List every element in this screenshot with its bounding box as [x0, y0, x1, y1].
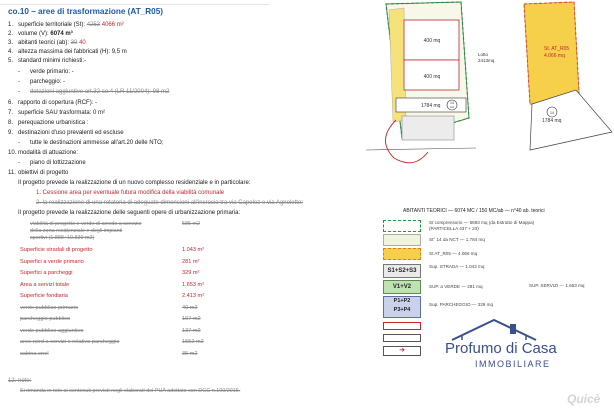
- item-11: 11. obiettivi di progetto: [8, 170, 69, 176]
- table-row-label: Superficie stradali di progetto: [20, 247, 93, 253]
- plan-at-area-value: 4.066 mq: [544, 53, 565, 59]
- legend-yellow-box: [383, 248, 421, 260]
- plan-badge-value-2: 14: [550, 111, 554, 115]
- table-row-label: Superficie fondiaria: [20, 293, 68, 299]
- table-row-value: 329 m²: [182, 270, 200, 276]
- plan-lot-label: Lotto: [478, 52, 489, 57]
- item-5c: - dotazioni aggiuntive art.32 co.4 (LR 11/2004): 98 m2: [18, 89, 170, 95]
- item-6: 6. rapporto di copertura (RCF): -: [8, 100, 98, 106]
- item-8: 8. perequazione urbanistica :: [8, 120, 89, 126]
- table-row-label: parcheggio pubblico: [20, 316, 71, 322]
- plan-badge-value: 14: [450, 101, 454, 105]
- table-row: [20, 339, 230, 347]
- section-heading: co.10 – aree di trasformazione (AT_R05): [8, 7, 164, 16]
- plan-label-1784: 1784 mq: [421, 103, 441, 109]
- table-row-value: 2.413 m²: [182, 293, 205, 299]
- table-row-label: verde pubblico primario: [20, 304, 79, 311]
- table-row: [20, 351, 230, 359]
- item-7: 7. superficie SAU trasformata: 0 m²: [8, 110, 106, 116]
- brand-subtitle: IMMOBILIARE: [475, 359, 551, 369]
- table-row-label: cabina enel: [20, 350, 49, 357]
- paragraph-1-item-2: 2. la realizzazione di una rotatoria di adeguate dimensioni all'incrocio tra via Capelez e via Agnoletto;: [36, 200, 303, 206]
- table-row: [20, 316, 230, 324]
- table-row-label: Superfici a verde primario: [20, 258, 84, 265]
- table-row: [20, 259, 230, 267]
- footer-note-text: Si rimanda in toto ai contenuti previsti negli elaborati del PUA adottato con DGC n.100/2015.: [20, 388, 241, 394]
- item-4: 4. altezza massima dei fabbricati (H): 9,5 m: [8, 49, 127, 55]
- table-row: [20, 282, 230, 290]
- footer-note-number: 12. note:: [8, 378, 32, 384]
- item-5: 5. standard minimi richiesti:-: [8, 58, 87, 64]
- legend-v-box: V1+V2: [383, 280, 421, 294]
- table-row: [20, 328, 230, 336]
- legend-s-text-2: SUP. SERVIZI — 1.653 mq: [529, 283, 585, 288]
- table-row-value: 49 m2: [182, 304, 198, 311]
- strike-item-a3: sportivi (1.888+10.830 m2): [30, 235, 95, 241]
- legend-line-2: St° 14 da NCT — 1.784 mq: [429, 237, 485, 242]
- paragraph-1-item-1: 1. Cessione area per eventuale futura modifica della viabilità comunale: [36, 190, 225, 196]
- table-row-value: 281 m²: [182, 258, 200, 265]
- table-row: [20, 270, 230, 278]
- paragraph-1: Il progetto prevede la realizzazione di un nuovo complesso residenziale e in particolare:: [18, 180, 251, 186]
- legend-line-1: St comprensorio — 5893 mq (da Estratto di Mappa): [429, 220, 535, 225]
- table-row: [20, 247, 230, 255]
- legend-title: ABITANTI TEORICI — 6074 MC / 150 MC/ab — n°40 ab. teorici: [403, 208, 545, 214]
- legend-v-text: SUP. a VERDE — 281 mq: [429, 284, 483, 289]
- table-row-label: Superfici a parcheggi: [20, 270, 73, 276]
- strike-item-a1: viabilità di progetto e verde di arredo a servizio: [30, 221, 142, 227]
- plan-grey-block: [402, 116, 454, 140]
- legend-green-dashed-box: [383, 220, 421, 232]
- strike-item-a-value: 585 m2: [182, 221, 200, 227]
- table-row: [20, 293, 230, 301]
- corner-watermark: Quicè: [567, 392, 601, 406]
- legend-s-text: Sup. STRADA — 1.043 mq: [429, 264, 485, 269]
- item-5b: - parcheggio: -: [18, 79, 66, 85]
- brand-name: Profumo di Casa: [445, 340, 557, 357]
- plan-label-400b: 400 mq: [423, 74, 441, 80]
- urbanization-table: [20, 247, 230, 377]
- legend-p-text: Sup. PARCHEGGIO — 329 mq: [429, 302, 493, 307]
- table-row-value: 1.653 m²: [182, 281, 205, 288]
- brand-watermark: [382, 316, 582, 386]
- item-1: 1. superficie territoriale (St): 4253 4066 m²: [8, 22, 124, 28]
- plan-badge-sub: 4.6: [449, 105, 455, 109]
- plan-label-1784b: 1784 mq: [542, 118, 562, 124]
- legend-p-box-line-1: P1+P2: [393, 298, 411, 304]
- legend-light-box: [383, 234, 421, 246]
- plan-at-label: St. AT_R05: [544, 46, 570, 52]
- item-10: 10. modalità di attuazione:: [8, 150, 79, 156]
- table-row-label: aree nord a servizi e relativo parcheggio: [20, 339, 120, 345]
- legend-line-3: St AT_R05 — 4.066 mq: [429, 251, 478, 256]
- paragraph-2: Il progetto prevede la realizzazione delle seguenti opere di urbanizzazione primaria:: [18, 210, 241, 216]
- item-3: 3. abitanti teorici (ab): 30 40: [8, 40, 86, 46]
- plan-label-400a: 400 mq: [423, 38, 441, 44]
- item-5a: - verde primario: -: [18, 69, 74, 75]
- item-9: 9. destinazioni d'uso prevalenti ed escluse: [8, 130, 124, 136]
- table-row-label: verde pubblico aggiuntivo: [20, 327, 84, 334]
- table-row-value: 107 m2: [182, 316, 201, 322]
- legend-arrow-icon: ➜: [383, 346, 421, 356]
- top-cut-line: [0, 0, 270, 5]
- table-row-value: 35 m2: [182, 350, 198, 357]
- table-row-value: 1552 m2: [182, 339, 204, 345]
- legend-line-1b: (PARTICELLA 437 + 23): [429, 226, 479, 231]
- legend-p-box-line-2: P3+P4: [393, 307, 411, 313]
- table-row-value: 137 m2: [182, 327, 201, 334]
- plan-lot-area: 2413mq: [478, 58, 495, 63]
- legend-p-box: [383, 296, 421, 318]
- item-9a: - tutte le destinazioni ammesse all'art.20 delle NTO;: [18, 140, 164, 146]
- table-row-value: 1.043 m²: [182, 247, 205, 253]
- item-10a: - piano di lottizzazione: [18, 160, 86, 166]
- item-2: 2. volume (V): 6074 m³: [8, 31, 73, 37]
- strike-item-a2: della zona residenziale e degli impianti: [30, 228, 123, 234]
- table-row: [20, 305, 230, 313]
- table-row-label: Area a servizi totale: [20, 281, 70, 288]
- legend-s-box: S1+S2+S3: [383, 264, 421, 278]
